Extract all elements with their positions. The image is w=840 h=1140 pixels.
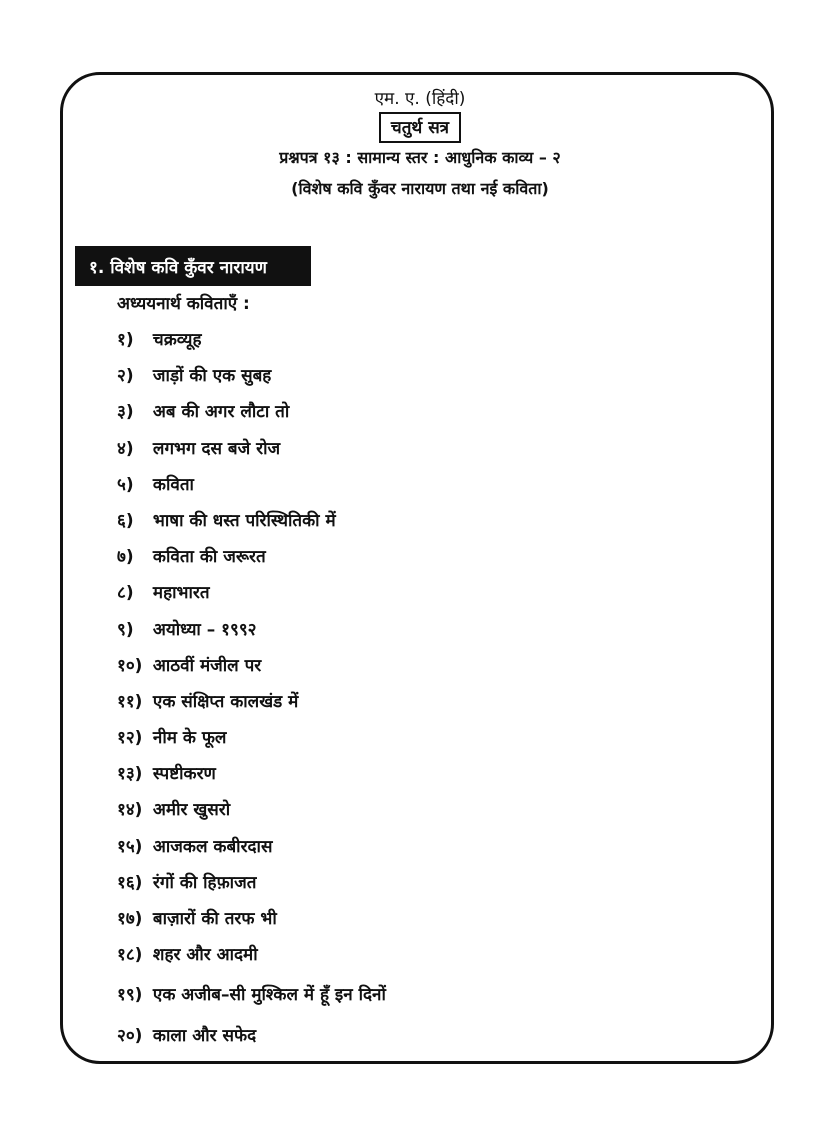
semester-label: चतुर्थ सत्र: [379, 112, 461, 143]
list-item: [117, 358, 386, 394]
poem-number: १८): [117, 945, 143, 966]
list-item: [117, 648, 386, 684]
poem-title: लगभग दस बजे रोज: [152, 438, 281, 459]
poem-title: अब की अगर लौटा तो: [152, 402, 290, 423]
list-item: [117, 467, 386, 503]
list-item: [117, 684, 386, 720]
poem-number: ११): [117, 691, 143, 712]
list-item: [117, 539, 386, 575]
poem-number: १०): [117, 655, 143, 676]
poem-number: २०): [117, 1025, 143, 1046]
poem-number: ६): [117, 510, 134, 531]
poem-number: ३): [117, 402, 134, 423]
list-item: [117, 865, 386, 901]
poem-title: एक अजीब–सी मुश्किल में हूँ इन दिनों: [152, 985, 386, 1006]
semester-box-wrap: [0, 112, 840, 143]
poem-number: १३): [117, 764, 143, 785]
poem-number: १): [117, 330, 134, 350]
poem-number: १२): [117, 728, 143, 749]
poem-title: अमीर खुसरो: [152, 800, 231, 821]
poem-title: बाज़ारों की तरफ भी: [152, 909, 277, 929]
poem-number: २): [117, 366, 134, 387]
section-heading: [75, 246, 311, 286]
poem-title: शहर और आदमी: [152, 945, 258, 966]
poem-number: १९): [117, 985, 143, 1006]
list-item: [117, 394, 386, 430]
list-item: [117, 431, 386, 467]
poem-title: रंगों की हिफ़ाजत: [152, 872, 257, 893]
section-heading-text: १. विशेष कवि कुँवर नारायण: [89, 257, 267, 278]
list-item: [117, 901, 386, 937]
degree-title: एम. ए. (हिंदी): [374, 89, 466, 109]
poem-title: स्पष्टीकरण: [152, 764, 216, 785]
poem-title: चक्रव्यूह: [152, 330, 202, 350]
list-item: [117, 612, 386, 648]
poem-title: कविता की जरूरत: [152, 547, 266, 568]
poem-title: आठवीं मंजील पर: [152, 655, 262, 676]
poem-number: ७): [117, 547, 134, 568]
study-poems-intro: अध्ययनार्थ कविताएँ :: [117, 294, 250, 314]
poem-title: महाभारत: [152, 583, 210, 604]
poem-number: ५): [117, 474, 134, 495]
poem-title: एक संक्षिप्त कालखंड में: [152, 691, 299, 712]
poem-title: काला और सफेद: [152, 1025, 257, 1046]
poem-number: ८): [117, 583, 134, 604]
list-item: [117, 977, 386, 1013]
poem-number: ९): [117, 619, 134, 640]
poem-title: जाड़ों की एक सुबह: [152, 366, 272, 387]
list-item: [117, 937, 386, 973]
poem-title: भाषा की धस्त परिस्थितिकी में: [152, 510, 336, 531]
poem-title: अयोध्या – १९९२: [152, 619, 257, 640]
poem-title: नीम के फूल: [152, 728, 227, 749]
poem-number: १४): [117, 800, 143, 821]
paper-subtitle: (विशेष कवि कुँवर नारायण तथा नई कविता): [291, 179, 549, 198]
poem-number: १५): [117, 836, 143, 857]
poem-list: [117, 322, 386, 1054]
paper-title: प्रश्नपत्र १३ : सामान्य स्तर : आधुनिक काव्य – २: [279, 148, 561, 167]
poem-number: १६): [117, 872, 143, 893]
list-item: [117, 792, 386, 828]
list-item: [117, 720, 386, 756]
list-item: [117, 503, 386, 539]
poem-number: ४): [117, 438, 134, 459]
poem-title: कविता: [152, 474, 194, 495]
list-item: [117, 756, 386, 792]
list-item: [117, 322, 386, 358]
poem-title: आजकल कबीरदास: [152, 836, 273, 857]
list-item: [117, 575, 386, 611]
list-item: [117, 829, 386, 865]
poem-number: १७): [117, 909, 143, 929]
list-item: [117, 1018, 386, 1054]
